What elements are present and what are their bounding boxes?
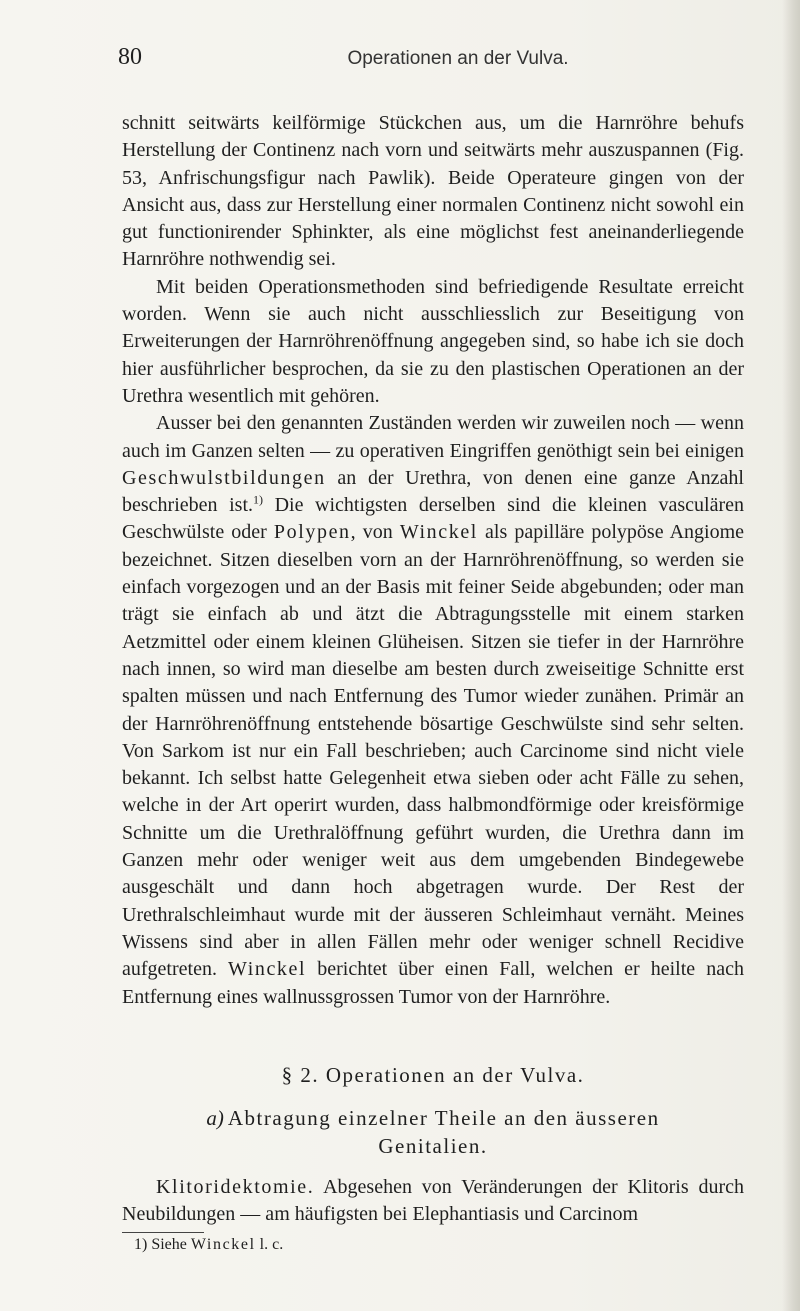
- final-paragraph-text: Abgesehen von Veränderungen der Klitoris durch Neubildungen — am häufigsten bei Elephantiasis und Carcinom: [122, 1176, 744, 1226]
- page-header: [118, 44, 758, 84]
- footnote-marker: 1): [134, 1236, 148, 1253]
- emphasis-polypen: Polypen: [273, 521, 351, 544]
- footnote-text-a: Siehe: [147, 1236, 191, 1253]
- footnote-text-b: l. c.: [255, 1236, 284, 1253]
- running-head: Operationen an der Vulva.: [347, 48, 569, 69]
- subsection-title-line-1: Abtragung einzelner Theile an den äusseren: [227, 1106, 660, 1130]
- section-number: § 2.: [281, 1063, 320, 1087]
- footnote-reference: 1): [253, 492, 263, 507]
- page-edge-shadow: [782, 0, 800, 1311]
- paragraph-3-text-h: als papilläre polypöse Angiome bezeichnet. Sitzen dieselben vorn an der Harnröhrenöffnung, so werden sie einfach vorgezogen und an der Basis mit feiner Seide abgebunden; oder man trägt sie einfach ab und ätzt die Abtragungsstelle mit einem starken Aetzmittel oder einem kleinen Glüheisen. Sitzen sie tiefer in der Harnröhre nach innen, so wird man dieselbe am besten durch zweiseitige Schnitte erst spalten müssen und nach Entfernung des Tumor wieder zunähen. Primär an der Harnröhrenöffnung entstehende bösartige Geschwülste sind sehr selten. Von Sarkom ist nur ein Fall beschrieben; auch Carcinome sind nicht viele bekannt. Ich selbst hatte Gelegenheit etwa sieben oder acht Fälle zu sehen, welche in der Art operirt wurden, dass halbmondförmige oder kreisförmige Schnitte um die Urethralöffnung geführt wurden, die Urethra dann im Ganzen mehr oder weniger weit aus dem umgebenden Bindegewebe ausgeschält und dann hoch abgetragen wurde. Der Rest der Urethralschleimhaut wurde mit der äusseren Schleimhaut vernäht. Meines Wissens sind aber in allen Fällen mehr oder weniger schnell Recidive aufgetreten.: [122, 521, 744, 981]
- footnote-divider: [122, 1232, 204, 1233]
- emphasis-geschwulstbildungen: Geschwulstbildungen: [122, 466, 326, 489]
- paragraph-3-text-d: Die wichtigsten derselben sind die kleinen vasculären Geschwülste oder: [122, 494, 744, 544]
- paragraph-3-text-a: Ausser bei den genannten Zuständen werden wir zuweilen noch — wenn auch im Ganzen selten — zu operativen Eingriffen genöthigt sein bei einigen: [122, 412, 744, 462]
- subsection-letter: a): [206, 1106, 224, 1130]
- final-paragraph: [122, 1174, 744, 1229]
- footnote-author: Winckel: [190, 1236, 256, 1253]
- paragraph-1: schnitt seitwärts keilförmige Stückchen aus, um die Harnröhre behufs Herstellung der Continenz nach vorn und seitwärts mehr auszuspannen (Fig. 53, Anfrischungsfigur nach Pawlik). Beide Operateure gingen von der Ansicht aus, dass zur Herstellung einer normalen Continenz nicht sowohl ein gut functionirender Sphinkter, als eine möglichst fest aneinanderliegende Harnröhre nothwendig sei.: [122, 112, 744, 271]
- term-klitoridektomie: Klitoridektomie.: [156, 1176, 315, 1198]
- paragraph-2: Mit beiden Operationsmethoden sind befriedigende Resultate erreicht worden. Wenn sie auch nicht ausschliesslich zur Beseitigung von Erweiterungen der Harnröhrenöffnung angegeben sind, so habe ich sie doch hier ausführlicher besprochen, da sie zu den plastischen Operationen an der Urethra wesentlich mit gehören.: [122, 275, 744, 407]
- page-number: 80: [118, 44, 142, 70]
- paragraph-klitoridektomie: [122, 1174, 744, 1229]
- author-name-winckel-2: Winckel: [228, 958, 307, 981]
- section-title: Operationen an der Vulva.: [325, 1063, 585, 1087]
- paragraph-3-text-c: an der Urethra, von denen eine ganze Anzahl beschrieben ist.: [122, 466, 744, 517]
- paragraph-3: [122, 410, 744, 1011]
- subsection-heading: [122, 1105, 744, 1160]
- body-text: [122, 110, 744, 1011]
- footnote: [134, 1236, 283, 1254]
- paragraph-3-text-j: berichtet über einen Fall, welchen er heilte nach Entfernung eines wallnussgrossen Tumor von der Harnröhre.: [122, 958, 744, 1008]
- section-heading: [122, 1063, 744, 1088]
- subsection-title-line-2: Genitalien.: [378, 1133, 488, 1158]
- paragraph-3-text-f: , von: [350, 521, 400, 544]
- author-name-winckel: Winckel: [399, 521, 478, 544]
